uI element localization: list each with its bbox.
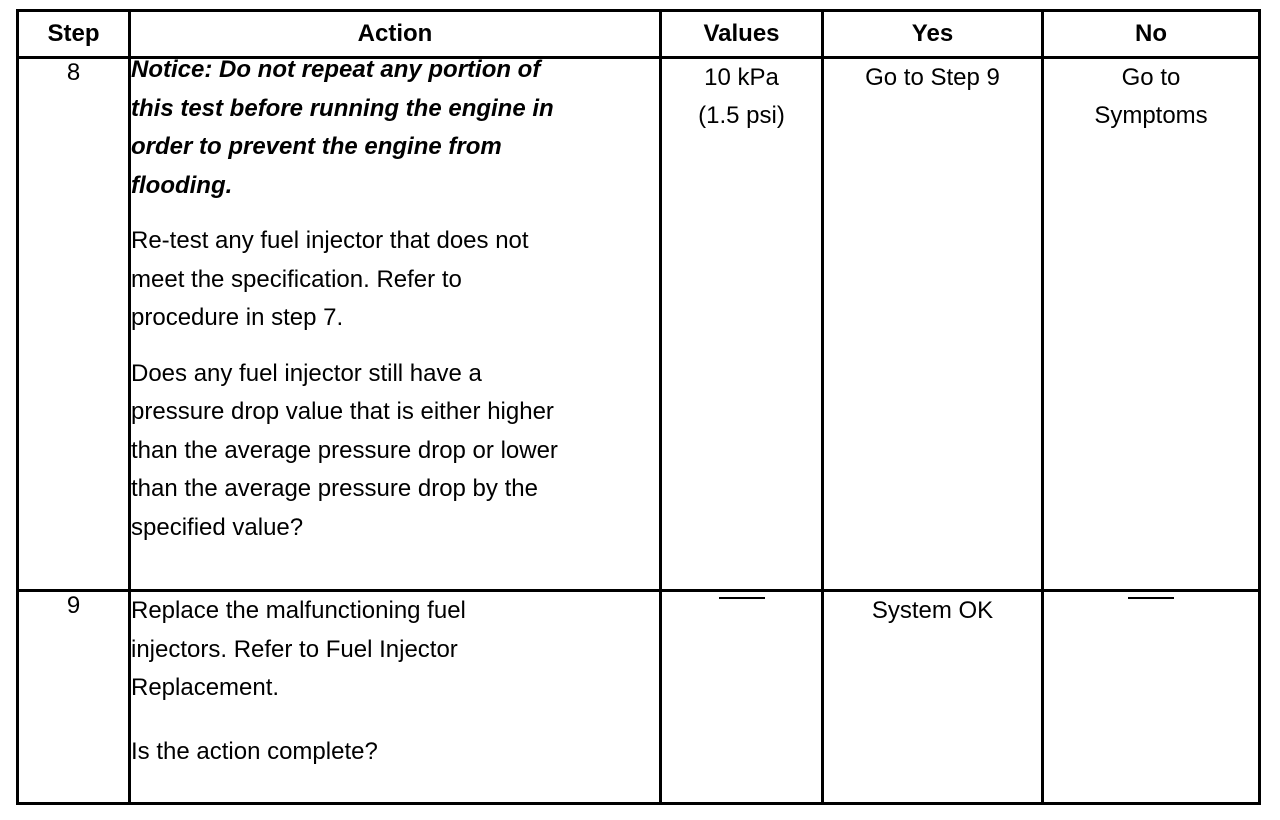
question-text: Is the action complete?: [131, 737, 378, 765]
action-cell: [130, 58, 661, 591]
step-number: 9: [18, 591, 130, 804]
question-line: specified value?: [131, 513, 304, 541]
action-line: Replace the malfunctioning fuel: [131, 597, 466, 624]
retest-instruction: [131, 222, 659, 338]
action-line: meet the specification. Refer to: [131, 265, 462, 293]
notice-line: Notice: Do not repeat any portion of: [131, 56, 541, 83]
header-no: No: [1043, 11, 1260, 58]
notice-line: flooding.: [131, 171, 233, 199]
no-result-line: Go to: [1121, 64, 1181, 91]
action-cell: [130, 591, 661, 804]
header-values: Values: [661, 11, 823, 58]
values-cell: [661, 591, 823, 804]
yes-result: Go to Step 9: [865, 64, 1000, 91]
no-cell: [1043, 591, 1260, 804]
notice-line: this test before running the engine in: [131, 94, 554, 122]
question-line: Does any fuel injector still have a: [131, 359, 482, 387]
step-number: 8: [18, 58, 130, 591]
header-step: Step: [18, 11, 130, 58]
question-text: [131, 355, 659, 548]
header-action: Action: [130, 11, 661, 58]
header-yes: Yes: [823, 11, 1043, 58]
empty-value-dash: [719, 597, 765, 599]
diagnostic-table-container: [16, 9, 1258, 805]
question-line: pressure drop value that is either higher: [131, 398, 554, 425]
yes-cell: [823, 58, 1043, 591]
replace-instruction: [131, 592, 659, 708]
values-cell: [661, 58, 823, 591]
value-psi: (1.5 psi): [698, 102, 785, 129]
value-kpa: 10 kPa: [704, 64, 779, 91]
notice-text: [131, 51, 659, 205]
no-cell: [1043, 58, 1260, 591]
diagnostic-table: [16, 9, 1261, 805]
yes-result: System OK: [871, 597, 994, 624]
yes-cell: [823, 591, 1043, 804]
empty-no-dash: [1128, 597, 1174, 599]
notice-line: order to prevent the engine from: [131, 133, 502, 160]
no-result-line: Symptoms: [1094, 102, 1208, 129]
action-line: Replacement.: [131, 674, 280, 701]
table-row-step-9: [18, 591, 1260, 804]
action-line: Re-test any fuel injector that does not: [131, 227, 529, 254]
question-line: than the average pressure drop or lower: [131, 436, 558, 464]
action-line: procedure in step 7.: [131, 304, 344, 331]
question-line: than the average pressure drop by the: [131, 475, 538, 502]
table-row-step-8: [18, 58, 1260, 591]
action-line: injectors. Refer to Fuel Injector: [131, 635, 458, 663]
